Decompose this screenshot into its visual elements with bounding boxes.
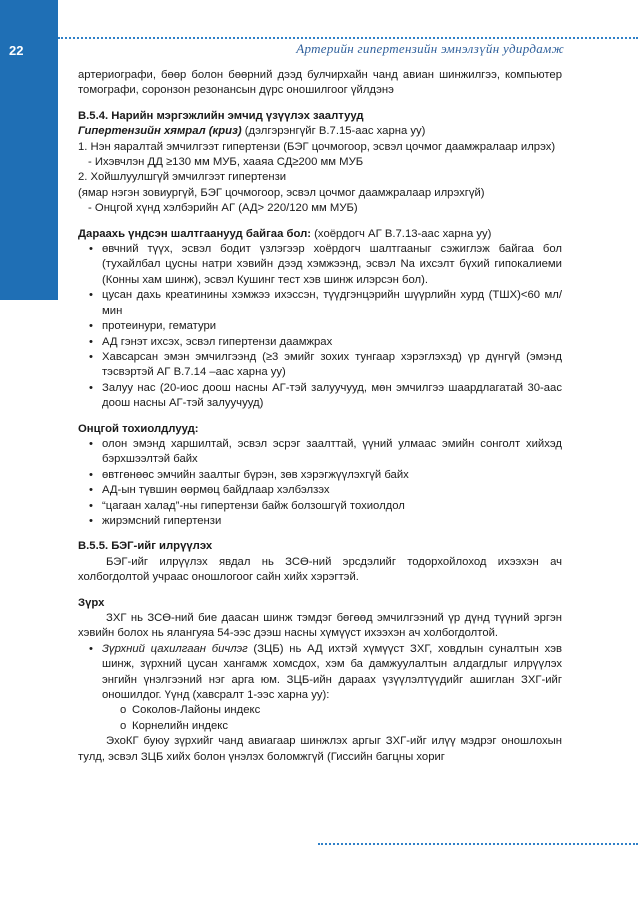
crisis-item-2: 2. Хойшлуулшгүй эмчилгээт гипертензи bbox=[78, 171, 287, 184]
list-item: • өвчний түүх, эсвэл бодит үзлэгээр хоёрдогч шалтгааныг сэжиглэж байгаа бол (тухайлбал цусны натри хэвийн дээд хэмжээнд, эсвэл Na ихсэлт бүхий гипокалиеми (Конны хам шинж), эсвэл Кушинг тест хэв шинж илэрсэн бол). bbox=[78, 242, 562, 288]
echo-paragraph: ЭхоКГ буюу зүрхийг чанд авиагаар шинжлэх аргыг ЗХГ-ийг илүү мэдрэг оношлохын тулд, эсвэл ЗЦБ хийх болон үнэлэх боломжгүй (Гиссийн багцны хориг bbox=[78, 735, 562, 763]
list-item: • өвтгөнөөс эмчийн заалтыг бүрэн, зөв хэрэгжүүлэхгүй байх bbox=[78, 468, 562, 483]
list-item: • олон эмэнд харшилтай, эсвэл эсрэг заалттай, үүний улмаас эмийн сонголт хийхэд бэрхшээлтэй байх bbox=[78, 437, 562, 468]
crisis-dash-2: - Онцгой хүнд хэлбэрийн АГ (АД> 220/120 мм МУБ) bbox=[88, 202, 358, 215]
ecg-term: Зүрхний цахилгаан бичлэг bbox=[102, 642, 248, 655]
heart-paragraph: ЗХГ нь ЗСӨ-ний бие даасан шинж тэмдэг бөгөөд эмчилгээний үр дүнд түүний эргэн хэвийн болох нь ялангуяа 54-ээс дээш насны хүмүүст ихээхэн ач холбогдолтой. bbox=[78, 612, 562, 640]
secondary-causes-bold: Дараахь үндсэн шалтгаанууд байгаа бол: bbox=[78, 227, 312, 240]
page-number: 22 bbox=[9, 43, 24, 58]
b55-paragraph: БЭГ-ийг илрүүлэх явдал нь ЗСӨ-ний эрсдэлийг тодорхойлоход ихээхэн ач холбогдолтой учраас оношлогоог сайн хийх хэрэгтэй. bbox=[78, 555, 562, 584]
list-item: • цусан дахь креатинины хэмжээ ихэссэн, түүдгэнцэрийн шүүрлийн хурд (ТШХ)<60 мл/мин bbox=[78, 288, 562, 319]
list-item: • протеинури, гематури bbox=[78, 319, 562, 334]
list-item: • Хавсарсан эмэн эмчилгээнд (≥3 эмийг зохих тунгаар хэрэглэхэд) үр дүнгүй (эмэнд тэсвэртэй АГ В.7.14 –аас харна уу) bbox=[78, 350, 562, 381]
header-dotted-divider bbox=[58, 37, 638, 39]
ecg-index-item: o Соколов-Лайоны индекс bbox=[78, 703, 562, 718]
crisis-heading-bold: Гипертензийн хямрал (криз) bbox=[78, 125, 242, 138]
list-item: • жирэмсний гипертензи bbox=[78, 514, 562, 529]
page-body bbox=[78, 68, 562, 765]
footer-dotted-divider bbox=[318, 843, 638, 845]
section-heading-b54: В.5.4. Нарийн мэргэжлийн эмчид үзүүлэх заалтууд bbox=[78, 109, 364, 122]
heart-heading: Зүрх bbox=[78, 596, 105, 609]
list-item: • АД гэнэт ихсэх, эсвэл гипертензи даамжрах bbox=[78, 335, 562, 350]
crisis-item-2-detail: (ямар нэгэн зовиургүй, БЭГ цочмогоор, эсвэл цочмог даамжралаар илрэхгүй) bbox=[78, 186, 485, 199]
crisis-item-1: 1. Нэн яаралтай эмчилгээт гипертензи (БЭГ цочмогоор, эсвэл цочмог даамжралаар илрэх) bbox=[78, 140, 556, 153]
secondary-causes-heading bbox=[78, 227, 562, 242]
running-title: Артерийн гипертензийн эмнэлзүйн удирдамж bbox=[296, 41, 564, 56]
list-item: • Залуу нас (20-иос доош насны АГ-тэй залуучууд, мөн эмчилгээ шаардлагатай 30-аас доош насны АГ-тэй залуучууд) bbox=[78, 381, 562, 412]
intro-paragraph: артериографи, бөөр болон бөөрний дээд булчирхайн чанд авиан шинжилгээ, компьютер томографи, соронзон резонансын дүрс оношилгоог үйлдэнэ bbox=[78, 69, 562, 97]
crisis-heading-ref: (дэлгэрэнгүйг В.7.15-аас харна уу) bbox=[241, 125, 426, 138]
list-item: • “цагаан халад”-ны гипертензи байж болзошгүй тохиолдол bbox=[78, 499, 562, 514]
ecg-index-item: o Корнелийн индекс bbox=[78, 719, 562, 734]
crisis-dash-1: - Ихэвчлэн ДД ≥130 мм МУБ, хааяа СД≥200 мм МУБ bbox=[88, 156, 364, 169]
special-cases-heading: Онцгой тохиолдлууд: bbox=[78, 422, 199, 435]
ecg-bullet bbox=[78, 642, 562, 704]
section-heading-b55: В.5.5. БЭГ-ийг илрүүлэх bbox=[78, 540, 213, 553]
ecg-description: (ЗЦБ) нь АД ихтэй хүмүүст ЗХГ, ховдлын суналтын хэв шинж, зүрхний цусан хангамж хомсдох, хэм ба дамжуулалтын алдагдлыг илрүүлэх энгийн үнэлгээний нэг арга юм. ЗЦБ-ийн дараах үзүүлэлтүүдийг ашиглан ЗХГ-ийг оношилдог. Үүнд (хавсралт 1-ээс харна уу): bbox=[102, 642, 562, 702]
list-item: • АД-ын түвшин өөрмөц байдлаар хэлбэлзэх bbox=[78, 483, 562, 498]
secondary-causes-ref: (хоёрдогч АГ В.7.13-аас харна уу) bbox=[311, 227, 492, 240]
crisis-heading bbox=[78, 124, 562, 139]
